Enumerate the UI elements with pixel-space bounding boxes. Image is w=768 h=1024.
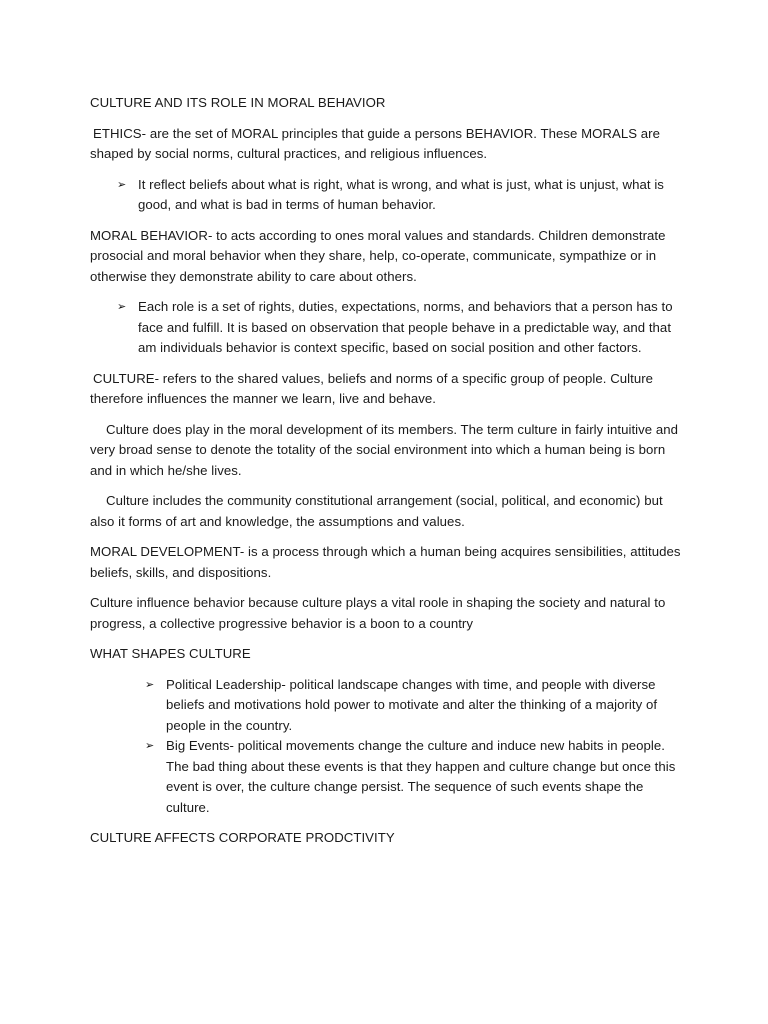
list-item-text: Big Events- political movements change the culture and induce new habits in people. The bad thing about these events is that they happen and culture change but once this event is over, the culture change persist. The sequence of such events shape the culture.	[166, 738, 676, 815]
corporate-productivity-heading: CULTURE AFFECTS CORPORATE PRODCTIVITY	[90, 830, 395, 845]
culture-includes-paragraph: Culture includes the community constitutional arrangement (social, political, and economic) but also it forms of art and knowledge, the assumptions and values.	[90, 493, 663, 529]
list-item-text: Political Leadership- political landscape changes with time, and people with diverse beliefs and motivations hold power to motivate and alter the thinking of a majority of people in the country.	[166, 676, 658, 733]
list-item	[90, 297, 690, 359]
ethics-bullet-list	[90, 175, 690, 216]
moral-behavior-paragraph: MORAL BEHAVIOR- to acts according to ones moral values and standards. Children demonstrate prosocial and moral behavior when they share, help, co-operate, communicate, sympathize or in otherwise they demonstrate ability to care about others.	[90, 227, 666, 284]
list-item	[90, 736, 690, 818]
what-shapes-culture-heading: WHAT SHAPES CULTURE	[90, 646, 251, 661]
culture-influence-paragraph: Culture influence behavior because culture plays a vital roole in shaping the society and natural to progress, a collective progressive behavior is a boon to a country	[90, 595, 666, 631]
moral-development-paragraph: MORAL DEVELOPMENT- is a process through which a human being acquires sensibilities, attitudes beliefs, skills, and dispositions.	[90, 544, 681, 580]
shapes-bullet-list	[90, 675, 690, 819]
arrowhead-bullet-icon: ➢	[145, 678, 155, 691]
arrowhead-bullet-icon: ➢	[145, 740, 155, 752]
list-item-text: It reflect beliefs about what is right, what is wrong, and what is just, what is unjust, what is good, and what is bad in terms of human behavior.	[138, 176, 664, 212]
culture-moral-development-paragraph: Culture does play in the moral development of its members. The term culture in fairly intuitive and very broad sense to denote the totality of the social environment into which a human being is born and in which he/she lives.	[90, 421, 679, 478]
ethics-paragraph: ETHICS- are the set of MORAL principles that guide a persons BEHAVIOR. These MORALS are shaped by social norms, cultural practices, and religious influences.	[90, 125, 661, 161]
culture-definition-paragraph: CULTURE- refers to the shared values, beliefs and norms of a specific group of people. Culture therefore influences the manner we learn, live and behave.	[90, 370, 654, 406]
document-title: CULTURE AND ITS ROLE IN MORAL BEHAVIOR	[90, 95, 386, 110]
list-item-text: Each role is a set of rights, duties, expectations, norms, and behaviors that a person has to face and fulfill. It is based on observation that people behave in a predictable way, and that am individuals behavior is context specific, based on social position and other factors.	[138, 299, 673, 355]
document-body	[90, 93, 690, 859]
list-item	[90, 175, 690, 216]
role-bullet-list	[90, 297, 690, 359]
arrowhead-bullet-icon: ➢	[117, 178, 127, 191]
arrowhead-bullet-icon: ➢	[117, 301, 127, 313]
list-item	[90, 675, 690, 737]
